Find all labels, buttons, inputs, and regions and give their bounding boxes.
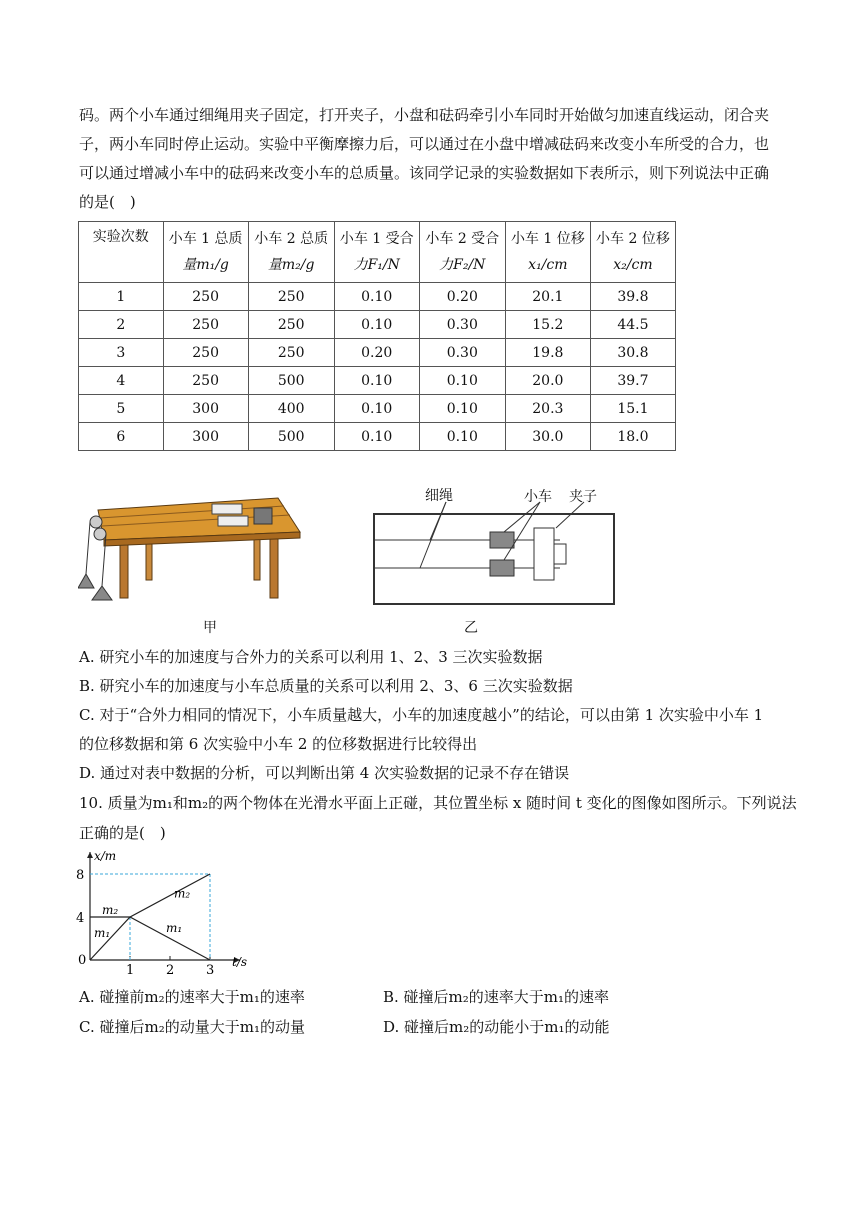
clip-icon	[254, 508, 272, 524]
table-header-row	[79, 222, 676, 283]
pulley-icon	[94, 528, 106, 540]
table-row	[79, 367, 676, 395]
series-label-m1: m₁	[166, 920, 183, 935]
table-leg	[254, 534, 260, 580]
table-cell: 0.10	[334, 423, 419, 451]
q9-option-a: A. 研究小车的加速度与合外力的关系可以利用 1、2、3 三次实验数据	[79, 648, 543, 666]
header-cart1-force: 小车 1 受合 力F₁/N	[334, 222, 419, 283]
header-cart2-displacement: 小车 2 位移 x₂/cm	[590, 222, 675, 283]
cart-icon	[218, 516, 248, 526]
intro-line: 码。两个小车通过细绳用夹子固定，打开夹子，小盘和砝码牵引小车同时开始做匀加速直线运动，闭合夹	[79, 106, 770, 124]
x-axis-label: t/s	[232, 955, 248, 969]
table-cell: 1	[79, 283, 164, 311]
label-cart: 小车	[524, 489, 552, 505]
x-tick-label: 2	[166, 963, 175, 974]
header-cart2-force: 小车 2 受合 力F₂/N	[419, 222, 505, 283]
table-cell: 0.10	[419, 367, 505, 395]
table-cell: 30.0	[505, 423, 590, 451]
chart-layer	[76, 849, 247, 974]
label-rope: 细绳	[425, 488, 453, 504]
q9-intro-paragraph	[79, 101, 784, 217]
table-cell: 0.20	[334, 339, 419, 367]
table-leg	[270, 538, 278, 598]
origin-tick-label: 0	[78, 953, 87, 968]
series-label-m2: m₂	[174, 886, 191, 901]
clip-handle-icon	[554, 544, 566, 564]
table-cell: 500	[248, 367, 334, 395]
table-cell: 0.10	[419, 395, 505, 423]
table-cell: 20.1	[505, 283, 590, 311]
table-cell: 0.30	[419, 311, 505, 339]
intro-line: 的是( )	[79, 193, 136, 211]
table-cell: 5	[79, 395, 164, 423]
table-cell: 250	[163, 367, 248, 395]
table-cell: 15.1	[590, 395, 675, 423]
pulley-icon	[90, 516, 102, 528]
table-cell: 0.10	[334, 395, 419, 423]
q10-option-c: C. 碰撞后m₂的动量大于m₁的动量	[79, 1018, 305, 1036]
table-cell: 44.5	[590, 311, 675, 339]
y-tick-label: 8	[76, 868, 85, 883]
table-cell: 500	[248, 423, 334, 451]
q10-stem-line2: 正确的是( )	[79, 824, 166, 842]
weight-pan-icon	[78, 574, 94, 588]
header-trial-number: 实验次数	[79, 222, 164, 283]
table-cell: 18.0	[590, 423, 675, 451]
string-line	[86, 522, 90, 574]
table-cell: 19.8	[505, 339, 590, 367]
track-outline	[374, 514, 614, 604]
table-cell: 6	[79, 423, 164, 451]
table-cell: 30.8	[590, 339, 675, 367]
table-cell: 250	[248, 283, 334, 311]
table-cell: 300	[163, 395, 248, 423]
header-cart2-mass: 小车 2 总质 量m₂/g	[248, 222, 334, 283]
xt-graph	[72, 846, 262, 974]
table-cell: 20.0	[505, 367, 590, 395]
q10-option-a: A. 碰撞前m₂的速率大于m₁的速率	[79, 988, 305, 1006]
table-cell: 39.7	[590, 367, 675, 395]
x-tick-label: 1	[126, 963, 135, 974]
y-axis-label: x/m	[94, 849, 117, 863]
table-cell: 2	[79, 311, 164, 339]
clip-icon	[534, 528, 554, 580]
x-tick-label: 3	[206, 963, 215, 974]
table-row	[79, 283, 676, 311]
series-label-m1: m₁	[94, 926, 111, 941]
table-cell: 300	[163, 423, 248, 451]
y-tick-label: 4	[76, 911, 85, 926]
header-cart1-displacement: 小车 1 位移 x₁/cm	[505, 222, 590, 283]
table-cell: 250	[163, 283, 248, 311]
cart-icon	[490, 560, 514, 576]
table-row	[79, 423, 676, 451]
cart-icon	[212, 504, 242, 514]
table-leg	[120, 538, 128, 598]
q9-option-b: B. 研究小车的加速度与小车总质量的关系可以利用 2、3、6 三次实验数据	[79, 677, 573, 695]
figure-jia-caption: 甲	[203, 620, 217, 636]
table-row	[79, 395, 676, 423]
table-cell: 39.8	[590, 283, 675, 311]
q9-option-c-line2: 的位移数据和第 6 次实验中小车 2 的位移数据进行比较得出	[79, 735, 478, 753]
table-cell: 250	[163, 311, 248, 339]
pointer-line	[420, 502, 446, 568]
intro-line: 可以通过增减小车中的砝码来改变小车的总质量。该同学记录的实验数据如下表所示，则下列说法中正确	[79, 164, 770, 182]
table-cell: 250	[163, 339, 248, 367]
table-row	[79, 311, 676, 339]
table-cell: 20.3	[505, 395, 590, 423]
table-cell: 250	[248, 339, 334, 367]
table-cell: 3	[79, 339, 164, 367]
table-cell: 0.10	[334, 367, 419, 395]
figure-jia-apparatus	[78, 488, 308, 604]
label-clip: 夹子	[569, 489, 597, 505]
table-row	[79, 339, 676, 367]
q9-option-d: D. 通过对表中数据的分析，可以判断出第 4 次实验数据的记录不存在错误	[79, 764, 570, 782]
table-cell: 4	[79, 367, 164, 395]
weight-pan-icon	[92, 586, 112, 600]
table-cell: 400	[248, 395, 334, 423]
q9-option-c-line1: C. 对于“合外力相同的情况下，小车质量越大，小车的加速度越小”的结论，可以由第 1 次实验中小车 1	[79, 706, 764, 724]
table-cell: 0.20	[419, 283, 505, 311]
table-cell: 0.10	[334, 311, 419, 339]
table-cell: 0.30	[419, 339, 505, 367]
table-cell: 15.2	[505, 311, 590, 339]
q10-stem-line1: 10. 质量为m₁和m₂的两个物体在光滑水平面上正碰，其位置坐标 x 随时间 t 变化的图像如图所示。下列说法	[79, 794, 797, 812]
table-cell: 0.10	[419, 423, 505, 451]
intro-line: 子，两小车同时停止运动。实验中平衡摩擦力后，可以通过在小盘中增减砝码来改变小车所受的合力，也	[79, 135, 770, 153]
table-cell: 250	[248, 311, 334, 339]
figure-yi-caption: 乙	[464, 620, 478, 636]
table-cell: 0.10	[334, 283, 419, 311]
series-label-m2: m₂	[102, 903, 119, 917]
q10-option-b: B. 碰撞后m₂的速率大于m₁的速率	[383, 988, 610, 1006]
header-cart1-mass: 小车 1 总质 量m₁/g	[163, 222, 248, 283]
q10-option-d: D. 碰撞后m₂的动能小于m₁的动能	[383, 1018, 610, 1036]
cart-icon	[490, 532, 514, 548]
experiment-data-table	[78, 221, 676, 451]
y-axis-arrow-icon	[87, 852, 93, 858]
